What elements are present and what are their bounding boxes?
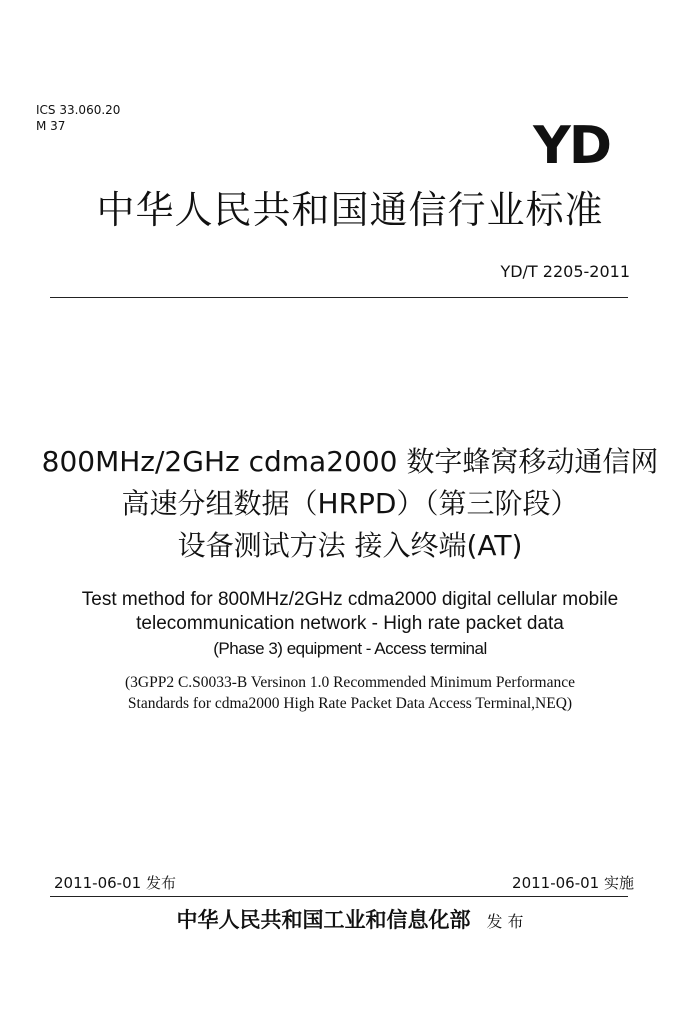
bottom-divider — [50, 896, 628, 897]
title-en-line3: (Phase 3) equipment - Access terminal — [213, 639, 487, 658]
top-divider — [50, 297, 628, 298]
ics-codes — [36, 102, 120, 134]
issuer-line — [0, 905, 700, 937]
class-code: M 37 — [36, 119, 66, 133]
standard-number: YD/T 2205-2011 — [500, 262, 630, 281]
yd-logo: YD — [533, 116, 610, 176]
reference-line2: Standards for cdma2000 High Rate Packet Data Access Terminal,NEQ) — [127, 695, 573, 712]
implement-date: 2011-06-01 实施 — [512, 874, 634, 892]
title-cn-line1: 800MHz/2GHz cdma2000 数字蜂窝移动通信网 — [41, 445, 659, 478]
ics-code: ICS 33.060.20 — [36, 103, 121, 117]
issuer-suffix: 发 布 — [486, 912, 524, 931]
title-cn-line3: 设备测试方法 接入终端(AT) — [177, 529, 523, 562]
issue-date: 2011-06-01 发布 — [54, 874, 176, 892]
issuer-name: 中华人民共和国工业和信息化部 — [176, 907, 471, 932]
title-en-line2: telecommunication network - High rate packet data — [136, 613, 564, 634]
title-cn-line2: 高速分组数据（HRPD）（第三阶段） — [121, 487, 579, 520]
reference-line1: (3GPP2 C.S0033-B Versinon 1.0 Recommended Minimum Performance — [124, 674, 576, 691]
industry-standard-title: 中华人民共和国通信行业标准 — [96, 188, 604, 232]
title-en-line1: Test method for 800MHz/2GHz cdma2000 digital cellular mobile — [81, 589, 619, 610]
